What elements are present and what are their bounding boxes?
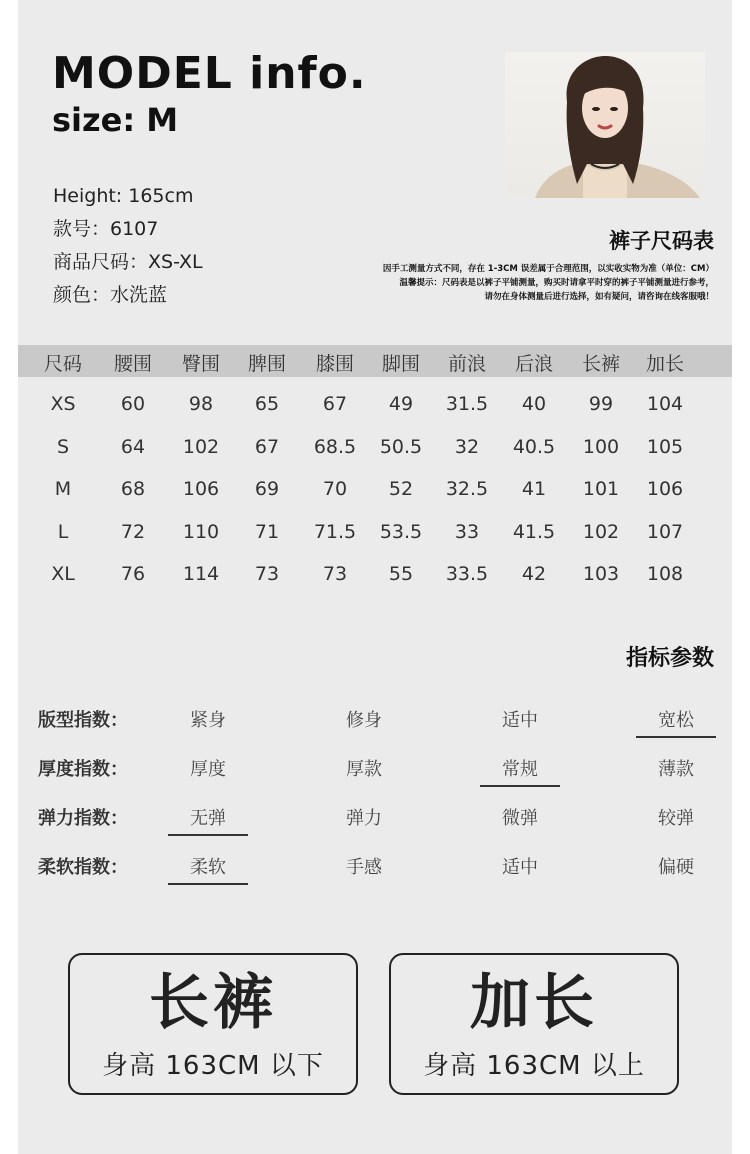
style-number: 款号：6107 xyxy=(53,218,159,240)
model-size: size: M xyxy=(52,101,179,139)
measurement-note xyxy=(383,262,714,304)
measurement-cell: 107 xyxy=(646,520,684,543)
measurement-cell: 32.5 xyxy=(445,478,489,500)
index-label: 弹力指数： xyxy=(38,808,128,829)
measurement-cell: 105 xyxy=(646,435,684,458)
measurement-cell: 104 xyxy=(646,393,684,415)
size-label: XS xyxy=(50,393,76,415)
measurement-cell: 108 xyxy=(646,563,684,585)
size-chart-title: 裤子尺码表 xyxy=(609,229,714,253)
measurement-cell: 64 xyxy=(120,435,146,458)
column-header: 腰围 xyxy=(113,353,152,375)
measurement-cell: 55 xyxy=(388,563,414,585)
table-row xyxy=(18,387,732,430)
note-line: 因手工测量方式不同，存在 1-3CM 误差属于合理范围，以实收实物为准（单位：CM） xyxy=(382,264,714,274)
measurement-cell: 42 xyxy=(521,563,547,585)
index-label: 柔软指数： xyxy=(38,857,128,878)
measurement-cell: 106 xyxy=(182,478,220,500)
index-option: 厚度 xyxy=(190,759,226,780)
measurement-cell: 53.5 xyxy=(379,520,423,543)
column-header: 臀围 xyxy=(181,353,220,375)
column-header: 膝围 xyxy=(315,353,354,375)
measurement-cell: 102 xyxy=(582,520,620,543)
table-row xyxy=(18,515,732,558)
table-row xyxy=(18,430,732,473)
table-row xyxy=(18,557,732,600)
measurement-cell: 110 xyxy=(182,520,220,543)
index-row xyxy=(38,706,718,755)
measurement-cell: 52 xyxy=(388,478,414,500)
measurement-cell: 100 xyxy=(582,435,620,458)
size-label: S xyxy=(56,435,70,458)
regular-length-box xyxy=(68,953,358,1095)
size-label: M xyxy=(54,478,72,500)
measurement-cell: 33 xyxy=(454,520,480,543)
measurement-cell: 72 xyxy=(120,520,146,543)
measurement-cell: 41.5 xyxy=(512,520,556,543)
measurement-cell: 73 xyxy=(254,563,280,585)
index-option-selected: 无弹 xyxy=(168,804,248,836)
note-line: 请勿在身体测量后进行选择，如有疑问，请咨询在线客服哦！ xyxy=(484,292,714,302)
column-header: 尺码 xyxy=(43,353,82,375)
note-line: 温馨提示：尺码表是以裤子平铺测量，购买时请拿平时穿的裤子平铺测量进行参考， xyxy=(399,278,714,288)
index-option: 较弹 xyxy=(658,808,694,829)
column-header: 加长 xyxy=(645,353,684,375)
measurement-cell: 114 xyxy=(182,563,220,585)
measurement-cell: 60 xyxy=(120,393,146,415)
column-header: 脾围 xyxy=(247,353,286,375)
model-info-title: MODEL info. xyxy=(52,48,367,99)
index-row xyxy=(38,853,718,902)
index-option: 偏硬 xyxy=(658,857,694,878)
column-header: 长裤 xyxy=(581,353,620,375)
index-option-selected: 常规 xyxy=(480,755,560,787)
index-option: 薄款 xyxy=(658,759,694,780)
model-height: Height: 165cm xyxy=(53,185,194,207)
index-label: 版型指数： xyxy=(38,710,128,731)
measurement-cell: 68.5 xyxy=(313,435,357,458)
column-header: 前浪 xyxy=(447,353,486,375)
measurement-cell: 71.5 xyxy=(313,520,357,543)
measurement-cell: 106 xyxy=(646,478,684,500)
height-range: 身高 163CM 以上 xyxy=(423,1051,645,1081)
measurement-cell: 49 xyxy=(388,393,414,415)
index-option: 紧身 xyxy=(190,710,226,731)
index-option: 适中 xyxy=(502,710,538,731)
length-type: 加长 xyxy=(470,968,598,1038)
index-option-selected: 宽松 xyxy=(636,706,716,738)
model-portrait-image xyxy=(505,52,705,198)
index-option: 适中 xyxy=(502,857,538,878)
index-label: 厚度指数： xyxy=(38,759,128,780)
index-option-selected: 柔软 xyxy=(168,853,248,885)
measurement-cell: 65 xyxy=(254,393,280,415)
model-details xyxy=(53,180,203,312)
size-range: 商品尺码：XS-XL xyxy=(53,251,203,273)
measurement-cell: 103 xyxy=(582,563,620,585)
measurement-cell: 99 xyxy=(588,393,614,415)
measurement-cell: 40 xyxy=(521,393,547,415)
measurement-cell: 31.5 xyxy=(445,393,489,415)
size-label: L xyxy=(57,520,69,543)
measurement-cell: 32 xyxy=(454,435,480,458)
model-photo xyxy=(505,52,705,198)
measurement-cell: 101 xyxy=(582,478,620,500)
size-table xyxy=(18,345,732,600)
table-header-row xyxy=(18,345,732,377)
index-option: 微弹 xyxy=(502,808,538,829)
column-header: 后浪 xyxy=(514,353,553,375)
measurement-cell: 102 xyxy=(182,435,220,458)
measurement-cell: 41 xyxy=(521,478,547,500)
size-label: XL xyxy=(51,563,75,585)
height-range: 身高 163CM 以下 xyxy=(102,1051,324,1081)
index-option: 手感 xyxy=(346,857,382,878)
measurement-cell: 33.5 xyxy=(445,563,489,585)
measurement-cell: 71 xyxy=(254,520,280,543)
extended-length-box xyxy=(389,953,679,1095)
measurement-cell: 76 xyxy=(120,563,146,585)
measurement-cell: 73 xyxy=(322,563,348,585)
measurement-cell: 67 xyxy=(322,393,348,415)
index-row xyxy=(38,804,718,853)
index-option: 修身 xyxy=(346,710,382,731)
measurement-cell: 67 xyxy=(254,435,280,458)
index-option: 厚款 xyxy=(346,759,382,780)
length-type: 长裤 xyxy=(149,968,277,1038)
measurement-cell: 50.5 xyxy=(379,435,423,458)
index-section-title: 指标参数 xyxy=(625,646,714,671)
measurement-cell: 68 xyxy=(120,478,146,500)
index-row xyxy=(38,755,718,804)
measurement-cell: 69 xyxy=(254,478,280,500)
measurement-cell: 98 xyxy=(188,393,214,415)
table-row xyxy=(18,472,732,515)
column-header: 脚围 xyxy=(381,353,420,375)
product-color: 颜色：水洗蓝 xyxy=(53,284,168,306)
measurement-cell: 70 xyxy=(322,478,348,500)
measurement-cell: 40.5 xyxy=(512,435,556,458)
index-option: 弹力 xyxy=(346,808,382,829)
